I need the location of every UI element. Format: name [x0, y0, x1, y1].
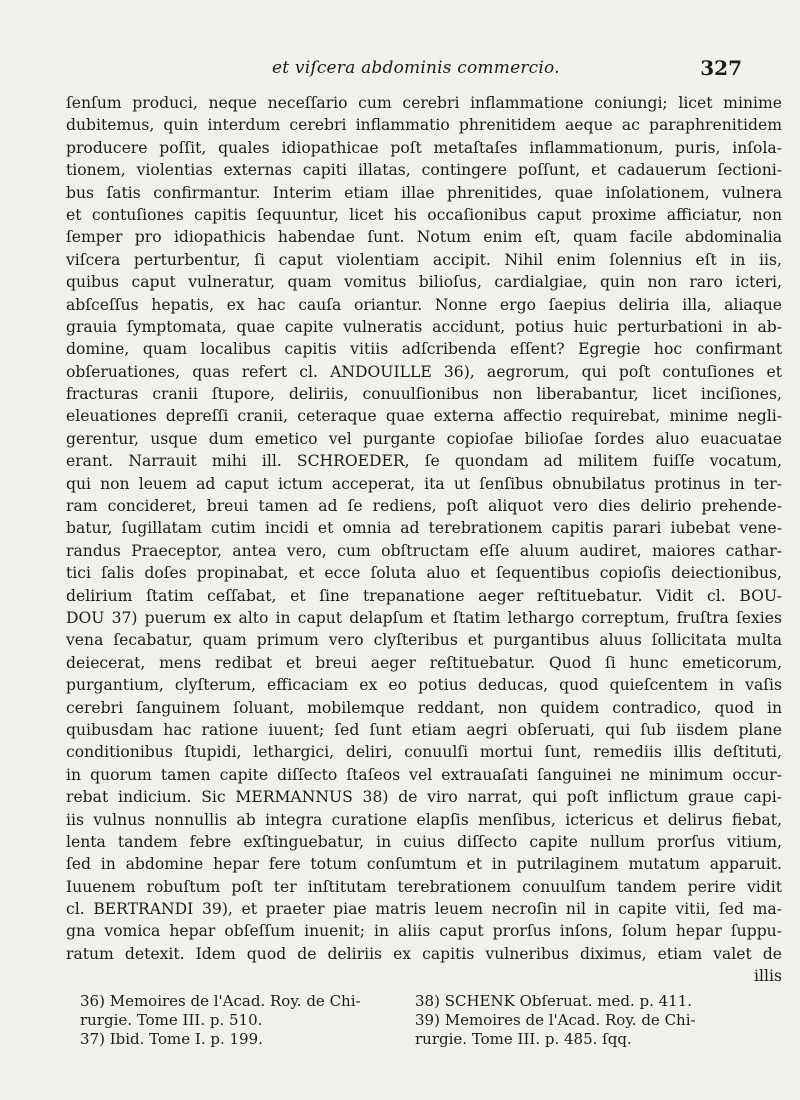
footnote-line: 36) Memoires de l'Acad. Roy. de Chi-	[80, 992, 361, 1010]
text-line: quibusdam hac ratione iuuent; ſed ſunt etiam aegri obſeruati, qui ſub iisdem plane	[66, 720, 782, 739]
footnotes-left-column	[80, 992, 410, 1048]
footnote-line: rurgie. Tome III. p. 485. ſqq.	[415, 1029, 632, 1048]
footnote-line: 38) SCHENK Obſeruat. med. p. 411.	[415, 992, 693, 1010]
text-line: illis	[754, 967, 782, 986]
text-line: dubitemus, quin interdum cerebri inflammatio phrenitidem aeque ac paraphrenitidem	[66, 116, 782, 135]
text-line: conditionibus ſtupidi, lethargici, deliri, conuulſi mortui ſunt, remediis illis deſtituti,	[66, 743, 782, 762]
text-line: gerentur, usque dum emetico vel purgante copioſae bilioſae ſordes aluo euacuatae	[66, 429, 782, 448]
text-line: gna vomica hepar obſeſſum inuenit; in aliis caput prorſus inſons, ſolum hepar ſuppu-	[66, 922, 782, 941]
text-line: DOU 37) puerum ex alto in caput delapſum et ſtatim lethargo correptum, fruſtra ſexies	[66, 608, 782, 627]
text-line: cl. BERTRANDI 39), et praeter piae matris leuem necroſin nil in capite vitii, ſed ma-	[66, 900, 782, 919]
text-line: ratum detexit. Idem quod de deliriis ex capitis vulneribus diximus, etiam valet de	[66, 944, 782, 963]
text-line: bus ſatis confirmantur. Interim etiam illae phrenitides, quae inſolationem, vulnera	[66, 183, 782, 202]
text-line: erant. Narrauit mihi ill. SCHROEDER, ſe quondam ad militem fuiſſe vocatum,	[66, 452, 782, 471]
text-line: lenta tandem febre exſtinguebatur, in cuius diſſecto capite nullum prorſus vitium,	[66, 832, 782, 851]
text-line: ram concideret, breui tamen ad ſe rediens, poſt aliquot vero dies delirio prehende-	[66, 497, 782, 516]
text-line: et contuſiones capitis ſequuntur, licet his occaſionibus caput proxime afficiatur, non	[66, 205, 782, 224]
text-line: delirium ſtatim ceſſabat, et ſine trepanatione aeger reſtituebatur. Vidit cl. BOU-	[66, 586, 782, 605]
running-head-title: et viſcera abdominis commercio.	[272, 58, 560, 78]
text-line: ſemper pro idiopathicis habendae ſunt. Notum enim eſt, quam facile abdominalia	[66, 228, 782, 247]
text-line: cerebri ſanguinem ſoluant, mobilemque reddant, non quidem contradico, quod in	[66, 698, 782, 717]
text-line: Iuuenem robuſtum poſt ter inſtitutam terebrationem conuulſum tandem perire vidit	[66, 877, 782, 896]
text-line: producere poſſit, quales idiopathicae poſt metaſtaſes inflammationum, puris, inſola-	[66, 138, 782, 157]
text-line: abſceſſus hepatis, ex hac cauſa oriantur. Nonne ergo ſaepius deliria illa, aliaque	[66, 295, 782, 314]
text-line: tici ſalis doſes propinabat, et ecce ſoluta aluo et ſequentibus copioſis deiectionibus,	[66, 564, 782, 583]
text-line: batur, ſugillatam cutim incidi et omnia ad terebrationem capitis parari iubebat vene-	[66, 519, 782, 538]
footnote-line: rurgie. Tome III. p. 510.	[80, 1010, 263, 1029]
text-line: obſeruationes, quas refert cl. ANDOUILLE 36), aegrorum, qui poſt contuſiones et	[66, 362, 782, 381]
text-line: rebat indicium. Sic MERMANNUS 38) de viro narrat, qui poſt inflictum graue capi-	[66, 788, 782, 807]
text-line: ſed in abdomine hepar fere totum conſumtum et in putrilaginem mutatum apparuit.	[66, 855, 782, 874]
running-head	[0, 58, 800, 88]
footnote-line: 39) Memoires de l'Acad. Roy. de Chi-	[415, 1010, 696, 1029]
footnote-line: 37) Ibid. Tome I. p. 199.	[80, 1029, 263, 1048]
text-line: tionem, violentias externas capiti illatas, contingere poſſunt, et cadauerum ſectioni-	[66, 161, 782, 180]
text-line: domine, quam localibus capitis vitiis adſcribenda eſſent? Egregie hoc confirmant	[66, 340, 782, 359]
text-line: fracturas cranii ſtupore, deliriis, conuulſionibus non liberabantur, licet inciſiones,	[66, 385, 782, 404]
body-text	[66, 92, 782, 988]
text-line: grauia ſymptomata, quae capite vulneratis accidunt, potius huic perturbationi in ab-	[66, 317, 782, 336]
text-line: eleuationes depreſſi cranii, ceteraque quae externa affectio requirebat, minime negli-	[66, 407, 782, 426]
footnotes-right-column	[415, 992, 745, 1048]
text-line: viſcera perturbentur, ſi caput violentiam accipit. Nihil enim ſolennius eſt in iis,	[66, 250, 782, 269]
text-line: randus Praeceptor, antea vero, cum obſtructam eſſe aluum audiret, maiores cathar-	[66, 541, 782, 560]
text-line: ſenſum produci, neque neceſſario cum cerebri inflammatione coniungi; licet minime	[66, 94, 782, 112]
text-line: in quorum tamen capite diſſecto ſtaſeos vel extrauaſati ſanguinei ne minimum occur-	[66, 765, 782, 784]
text-line: deiecerat, mens redibat et breui aeger reſtituebatur. Quod ſi hunc emeticorum,	[66, 653, 782, 672]
text-line: qui non leuem ad caput ictum acceperat, ita ut ſenſibus obnubilatus protinus in ter-	[66, 474, 782, 493]
page-number: 327	[700, 56, 742, 80]
text-line: vena ſecabatur, quam primum vero clyſteribus et purgantibus aluus ſollicitata multa	[66, 631, 782, 650]
text-line: purgantium, clyſterum, efficaciam ex eo potius deducas, quod quieſcentem in vaſis	[66, 676, 782, 695]
text-line: quibus caput vulneratur, quam vomitus bilioſus, cardialgiae, quin non raro icteri,	[66, 273, 782, 292]
text-line: iis vulnus nonnullis ab integra curatione elapſis menſibus, ictericus et delirus fiebat,	[66, 810, 782, 829]
